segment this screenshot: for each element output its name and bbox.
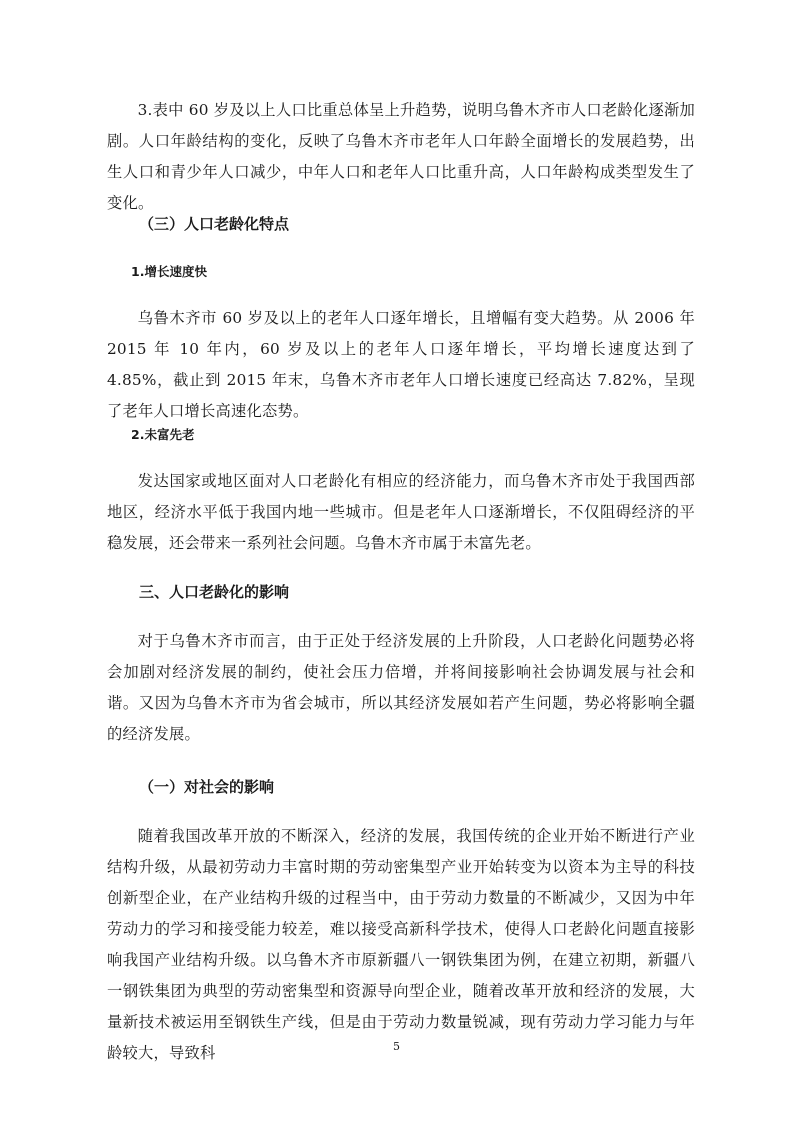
heading-impact-on-society: （一）对社会的影响 bbox=[139, 778, 275, 796]
paragraph-old-before-rich: 发达国家或地区面对人口老龄化有相应的经济能力，而乌鲁木齐市处于我国西部地区，经济水平低于我国内地一些城市。但是老年人口逐渐增长，不仅阻碍经济的平稳发展，还会带来一系列社会问题。乌鲁木齐市属于未富先老。 bbox=[107, 472, 695, 552]
heading-old-before-rich: 2.未富先老 bbox=[131, 427, 195, 442]
heading-fast-growth: 1.增长速度快 bbox=[131, 264, 207, 279]
page-number: 5 bbox=[393, 1040, 400, 1053]
paragraph-impact-on-society: 随着我国改革开放的不断深入，经济的发展，我国传统的企业开始不断进行产业结构升级，从最初劳动力丰富时期的劳动密集型产业开始转变为以资本为主导的科技创新型企业，在产业结构升级的过程当中，由于劳动力数量的不断减少，又因为中年劳动力的学习和接受能力较差，难以接受高新科学技术，使得人口老龄化问题直接影响我国产业结构升级。以乌鲁木齐市原新疆八一钢铁集团为例，在建立初期，新疆八一钢铁集团为典型的劳动密集型和资源导向型企业，随着改革开放和经济的发展，大量新技术被运用至钢铁生产线，但是由于劳动力数量锐减，现有劳动力学习能力与年龄较大，导致科 bbox=[107, 827, 695, 1062]
paragraph-aging-trend: 3.表中 60 岁及以上人口比重总体呈上升趋势，说明乌鲁木齐市人口老龄化逐渐加剧。人口年龄结构的变化，反映了乌鲁木齐市老年人口年龄全面增长的发展趋势，出生人口和青少年人口减少，中年人口和老年人口比重升高，人口年龄构成类型发生了变化。 bbox=[107, 101, 695, 212]
paragraph-aging-impact: 对于乌鲁木齐市而言，由于正处于经济发展的上升阶段，人口老龄化问题势必将会加剧对经济发展的制约，使社会压力倍增，并将间接影响社会协调发展与社会和谐。又因为乌鲁木齐市为省会城市，所以其经济发展如若产生问题，势必将影响全疆的经济发展。 bbox=[107, 632, 695, 743]
heading-aging-impact: 三、人口老龄化的影响 bbox=[139, 583, 290, 601]
heading-aging-characteristics: （三）人口老龄化特点 bbox=[139, 215, 290, 233]
paragraph-fast-growth: 乌鲁木齐市 60 岁及以上的老年人口逐年增长，且增幅有变大趋势。从 2006 年 2015 年 10 年内，60 岁及以上的老年人口逐年增长，平均增长速度达到了 4.85%，截止到 2015 年末，乌鲁木齐市老年人口增长速度已经高达 7.82%，呈现了老年人口增长高速化态势。 bbox=[107, 309, 695, 420]
